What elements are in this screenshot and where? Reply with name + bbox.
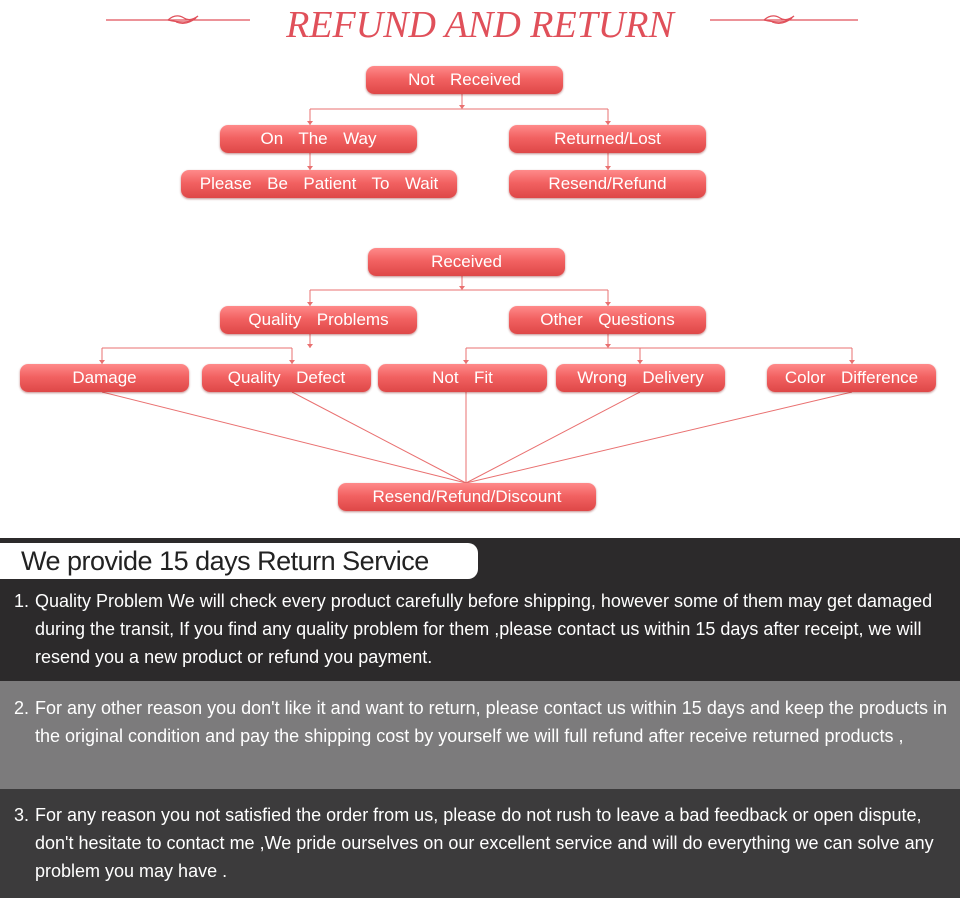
item-text: For any other reason you don't like it and want to return, please contact us within 15 days and keep the products in the original condition and pay the shipping cost by yourself we will full refund after receive returned products ,	[35, 698, 947, 746]
node-color-difference: Color Difference	[767, 364, 936, 392]
item-number: 2.	[14, 698, 30, 718]
node-returned-lost: Returned/Lost	[509, 125, 706, 153]
title-flourish-right	[710, 16, 858, 23]
node-other-questions: Other Questions	[509, 306, 706, 334]
arrowhead	[459, 286, 465, 290]
item-number: 3.	[14, 805, 30, 825]
node-not-received: Not Received	[366, 66, 563, 94]
return-service-banner: We provide 15 days Return Service	[0, 543, 478, 579]
arrowhead	[307, 344, 313, 348]
item-text: For any reason you not satisfied the order from us, please do not rush to leave a bad feedback or open dispute, don't hesitate to contact me ,We pride ourselves on our excellent service and will do everything we can solve any problem you may have .	[35, 805, 934, 881]
service-item-quality-problem	[14, 587, 950, 671]
node-damage: Damage	[20, 364, 189, 392]
service-item-other-reason	[14, 694, 950, 750]
node-received: Received	[368, 248, 565, 276]
node-quality-problems: Quality Problems	[220, 306, 417, 334]
arrowhead	[459, 105, 465, 109]
fan-quality-defect	[292, 392, 466, 483]
node-resend-refund: Resend/Refund	[509, 170, 706, 198]
node-not-fit: Not Fit	[378, 364, 547, 392]
item-number: 1.	[14, 591, 30, 611]
title-flourish-left	[106, 16, 250, 23]
item-text: Quality Problem We will check every product carefully before shipping, however some of them may get damaged during the transit, If you find any quality problem for them ,please contact us within 15 days after receipt, we will resend you a new product or refund you payment.	[35, 591, 933, 667]
node-please-be-patient: Please Be Patient To Wait	[181, 170, 457, 198]
fan-wrong-delivery	[466, 392, 640, 483]
service-item-not-satisfied	[14, 801, 950, 885]
fan-color-difference	[466, 392, 852, 483]
arrowhead	[605, 344, 611, 348]
page-title: REFUND AND RETURN	[286, 4, 674, 46]
fan-damage	[102, 392, 466, 483]
node-resend-refund-discount: Resend/Refund/Discount	[338, 483, 596, 511]
node-on-the-way: On The Way	[220, 125, 417, 153]
node-wrong-delivery: Wrong Delivery	[556, 364, 725, 392]
node-quality-defect: Quality Defect	[202, 364, 371, 392]
